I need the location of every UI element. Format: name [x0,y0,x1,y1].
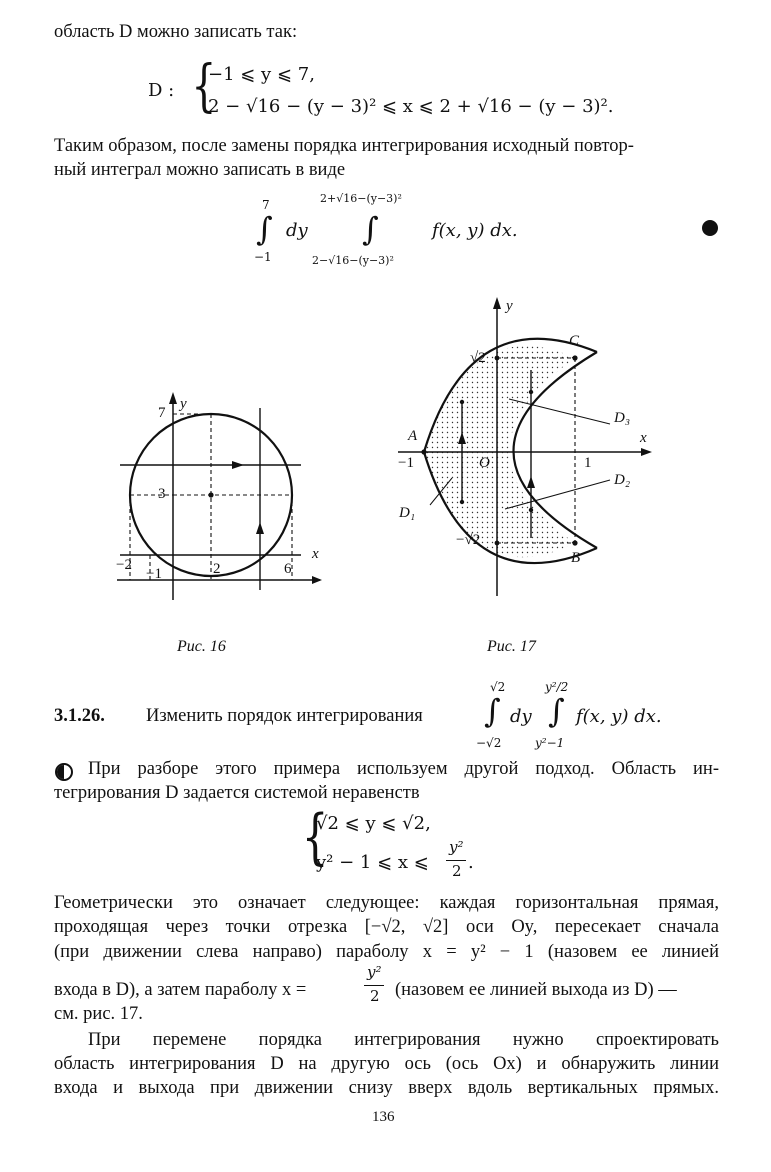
sol-line6-frac-den: 2 [370,987,380,1005]
sol-line-6a: входа в D), а затем параболу x = [54,980,307,1000]
fig17-y-arrow [493,297,501,309]
sol-line-3: Геометрически это означает следующее: каждая горизонтальная прямая, [54,893,719,913]
fig17-x-arrow [641,448,652,456]
fig17-point-l-top [460,400,464,404]
sol-line6-frac-bar [364,985,384,986]
sol-line-1: При разборе этого примера используем другой подход. Область ин- [88,759,719,779]
fig16-tick-m1: −1 [146,566,162,582]
task-integral-outer: ∫ [484,692,501,730]
fig17-label-sqrt2: √2 [470,350,486,366]
fig17-caption: Рис. 17 [487,638,536,655]
fig17-label-msqrt2: −√2 [456,532,481,548]
sol-line-4: проходящая через точки отрезка [−√2, √2] оси Oy, пересекает сначала [54,917,719,937]
task-outer-top: √2 [490,680,506,694]
fig17-point-sqrt2 [495,356,500,361]
integral-sign-inner: ∫ [362,210,379,248]
sol-line6-frac-num: y² [367,963,382,981]
sol-line-2: тегрирования D задается системой неравенств [54,783,420,803]
sol-line-6b: (назовем ее линией выхода из D) — [395,980,677,1000]
fig17-point-msqrt2 [495,541,500,546]
system-brace: { [191,54,217,119]
sol-line-8: При перемене порядка интегрирования нужно спроектировать [88,1030,719,1050]
fig17-label-a: A [408,428,418,444]
task-integral-inner: ∫ [548,692,565,730]
sol-line-7: см. рис. 17. [54,1004,143,1024]
sol-line-10: входа и выхода при движении снизу вверх вдоль вертикальных прямых. [54,1078,719,1098]
fig16-tick-m2: −2 [116,557,132,573]
domain-label: D : [148,80,175,101]
task-inner-top: y²/2 [545,680,569,694]
fig17-x-label: x [640,430,647,446]
task-dy: dy [510,706,532,727]
int1-inner-bottom: 2−√16−(y−3)² [312,254,394,267]
task-outer-bottom: −√2 [476,736,502,750]
int1-dy: dy [286,220,308,241]
task-integrand: f(x, y) dx. [576,706,662,727]
task-inner-bottom: y²−1 [535,736,565,750]
sol-system-frac-num: y² [449,838,464,856]
fig17-arrow-right [527,476,535,488]
fig16-x-label: x [312,546,319,562]
domain-row-1: −1 ⩽ y ⩽ 7, [208,64,315,85]
fig17-point-r-top [529,390,533,394]
fig17-point-c [572,355,577,360]
fig16-tick-6: 6 [284,561,292,577]
fig17-pointer-d3 [509,399,610,424]
fig17-point-l-bot [460,500,464,504]
task-text: Изменить порядок интегрирования [146,706,423,726]
sol-system-brace: { [301,802,329,872]
integral-sign-outer: ∫ [256,210,273,248]
fig17-label-1: 1 [584,455,592,471]
sol-system-row-1: √2 ⩽ y ⩽ √2, [316,813,431,834]
fig17-label-m1: −1 [398,455,414,471]
fig16-tick-2: 2 [213,561,221,577]
fig17-label-d1: D₁ [399,505,416,521]
fig16-tick-7: 7 [158,405,166,421]
fig17-label-d2: D₂ [614,472,631,488]
sol-system-row-2: y² − 1 ⩽ x ⩽ [316,852,429,873]
int1-inner-top: 2+√16−(y−3)² [320,192,402,205]
fig17-label-b: B [571,550,581,566]
sol-system-period: . [468,852,474,873]
sol-system-frac-bar [446,860,466,861]
task-number: 3.1.26. [54,706,105,726]
sol-line-5: (при движении слева направо) параболу x = y² − 1 (назовем ее линией [54,942,719,962]
fig17-label-c: C [569,333,580,349]
fig17-point-a [421,449,426,454]
fig16-caption: Рис. 16 [177,638,226,655]
sol-line-9: область интегрирования D на другую ось (ось Ox) и обнаружить линии [54,1054,719,1074]
fig16-tick-3: 3 [158,486,166,502]
fig17-label-o: O [479,455,490,471]
fig17-label-d3: D₃ [614,410,631,426]
text-line-2: Таким образом, после замены порядка интегрирования исходный повтор- [54,136,634,156]
int1-integrand: f(x, y) dx. [432,220,518,241]
fig17-point-r-bot [529,508,533,512]
int1-outer-top: 7 [262,198,270,212]
fig16-y-label: y [180,396,187,412]
fig17-y-label: y [506,298,513,314]
domain-row-2: 2 − √16 − (y − 3)² ⩽ x ⩽ 2 + √16 − (y − 3)². [208,96,614,117]
text-line-3: ный интеграл можно записать в виде [54,160,346,180]
text-line-1: область D можно записать так: [54,22,298,42]
solution-start-icon [55,763,73,781]
page-number: 136 [372,1109,395,1125]
sol-system-frac-den: 2 [452,862,462,880]
int1-outer-bottom: −1 [254,250,272,264]
fig17-point-b [572,540,577,545]
